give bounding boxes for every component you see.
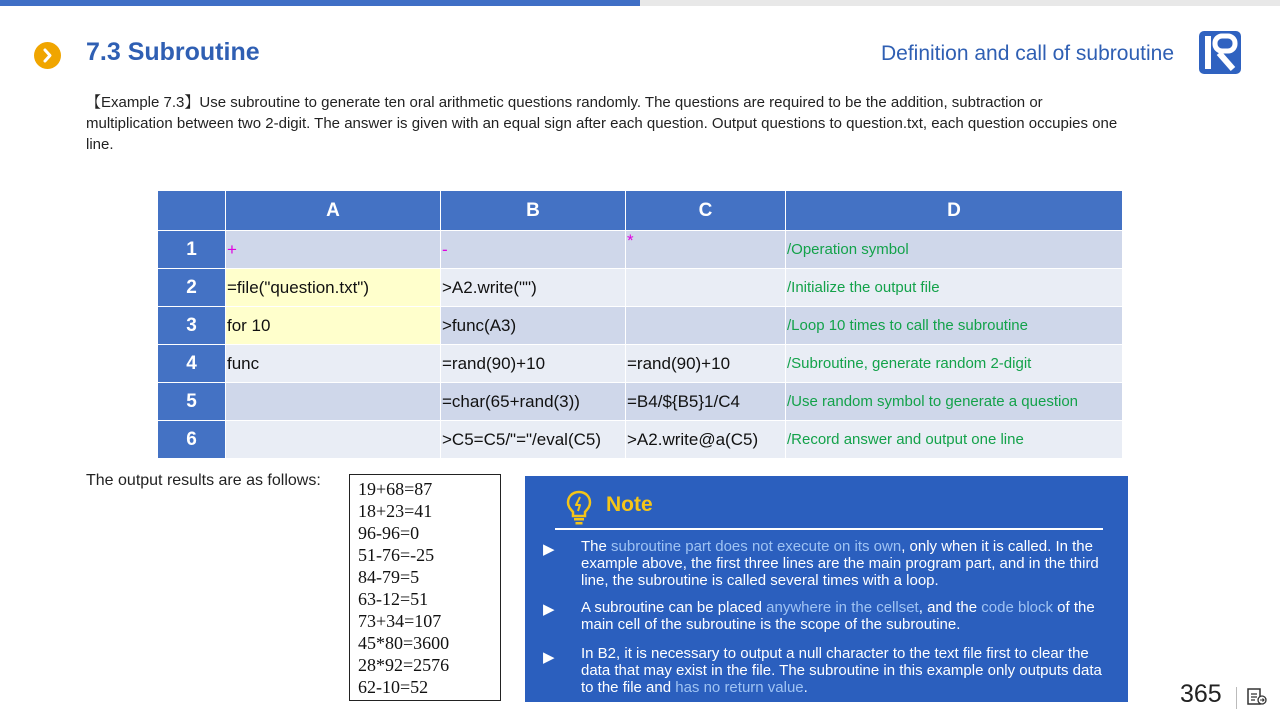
cellset-grid: [157, 190, 1123, 459]
note-title: Note: [606, 493, 653, 516]
cell-b1[interactable]: -: [441, 231, 626, 269]
note-divider: [555, 528, 1103, 530]
row-header[interactable]: 4: [158, 345, 226, 383]
output-line: 73+34=107: [358, 611, 442, 631]
cell-b5[interactable]: =char(65+rand(3)): [441, 383, 626, 421]
grid-row: [158, 231, 1123, 269]
output-line: 62-10=52: [358, 677, 429, 697]
page-separator: [1236, 687, 1237, 709]
cell-a1[interactable]: +: [226, 231, 441, 269]
note-panel: [525, 476, 1128, 702]
output-line: 84-79=5: [358, 567, 420, 587]
chevron-right-icon: [34, 42, 61, 69]
grid-corner: [158, 191, 226, 231]
cell-c5[interactable]: =B4/${B5}1/C4: [626, 383, 786, 421]
cell-d2[interactable]: /Initialize the output file: [786, 269, 1123, 307]
output-label: The output results are as follows:: [86, 472, 321, 489]
page-title: 7.3 Subroutine: [86, 38, 260, 66]
grid-header-row: [158, 191, 1123, 231]
note-bullet-3: In B2, it is necessary to output a null character to the text file first to clear the data that may exist in the file. The subroutine in this example only outputs data to the file and has no return value.: [581, 645, 1102, 696]
bullet-icon: ▶: [543, 601, 555, 618]
cell-c3[interactable]: [626, 307, 786, 345]
progress-bar: [0, 0, 1280, 6]
cell-c6[interactable]: >A2.write@a(C5): [626, 421, 786, 459]
grid-row: [158, 307, 1123, 345]
output-line: 51-76=-25: [358, 545, 435, 565]
cell-c2[interactable]: [626, 269, 786, 307]
grid-row: [158, 383, 1123, 421]
row-header[interactable]: 6: [158, 421, 226, 459]
cell-d4[interactable]: /Subroutine, generate random 2-digit: [786, 345, 1123, 383]
exit-page-icon[interactable]: [1247, 688, 1267, 711]
output-box: [349, 474, 501, 701]
cell-a4[interactable]: func: [226, 345, 441, 383]
cell-d6[interactable]: /Record answer and output one line: [786, 421, 1123, 459]
cell-b6[interactable]: >C5=C5/"="/eval(C5): [441, 421, 626, 459]
page-subtitle: Definition and call of subroutine: [880, 42, 1174, 65]
output-line: 28*92=2576: [358, 655, 450, 675]
row-header[interactable]: 1: [158, 231, 226, 269]
cell-a6[interactable]: [226, 421, 441, 459]
grid-row: [158, 421, 1123, 459]
cell-b3[interactable]: >func(A3): [441, 307, 626, 345]
row-header[interactable]: 2: [158, 269, 226, 307]
column-header-b[interactable]: B: [441, 191, 626, 231]
example-description: 【Example 7.3】Use subroutine to generate ten oral arithmetic questions randomly. The questions are required to be the addition, subtraction or multiplication between two 2-digit. The answer is given with an equal sign after each question. Output questions to question.txt, each question occupies one line.: [86, 94, 1118, 153]
cell-d5[interactable]: /Use random symbol to generate a question: [786, 383, 1123, 421]
page-number: 365: [1180, 680, 1222, 708]
column-header-a[interactable]: A: [226, 191, 441, 231]
cell-a2[interactable]: =file("question.txt"): [226, 269, 441, 307]
note-bullet-2: A subroutine can be placed anywhere in the cellset, and the code block of the main cell of the subroutine is the scope of the subroutine.: [581, 599, 1095, 633]
cell-a3[interactable]: for 10: [226, 307, 441, 345]
output-line: 45*80=3600: [358, 633, 450, 653]
output-line: 19+68=87: [358, 479, 433, 499]
note-bullet-1: The subroutine part does not execute on its own, only when it is called. In the example above, the first three lines are the main program part, and in the third line, the subroutine is called several times with a loop.: [581, 538, 1099, 589]
cell-b2[interactable]: >A2.write(""): [441, 269, 626, 307]
lightbulb-icon: [566, 490, 592, 531]
cell-b4[interactable]: =rand(90)+10: [441, 345, 626, 383]
grid-row: [158, 345, 1123, 383]
cell-d3[interactable]: /Loop 10 times to call the subroutine: [786, 307, 1123, 345]
cell-c1[interactable]: *: [626, 231, 786, 269]
cell-a5[interactable]: [226, 383, 441, 421]
output-line: 18+23=41: [358, 501, 433, 521]
progress-bar-fill: [0, 0, 640, 6]
cell-d1[interactable]: /Operation symbol: [786, 231, 1123, 269]
bullet-icon: ▶: [543, 649, 555, 666]
grid-row: [158, 269, 1123, 307]
row-header[interactable]: 3: [158, 307, 226, 345]
column-header-c[interactable]: C: [626, 191, 786, 231]
cell-c4[interactable]: =rand(90)+10: [626, 345, 786, 383]
bullet-icon: ▶: [543, 541, 555, 558]
row-header[interactable]: 5: [158, 383, 226, 421]
raqsoft-logo: [1199, 31, 1241, 74]
column-header-d[interactable]: D: [786, 191, 1123, 231]
output-line: 63-12=51: [358, 589, 429, 609]
output-line: 96-96=0: [358, 523, 420, 543]
